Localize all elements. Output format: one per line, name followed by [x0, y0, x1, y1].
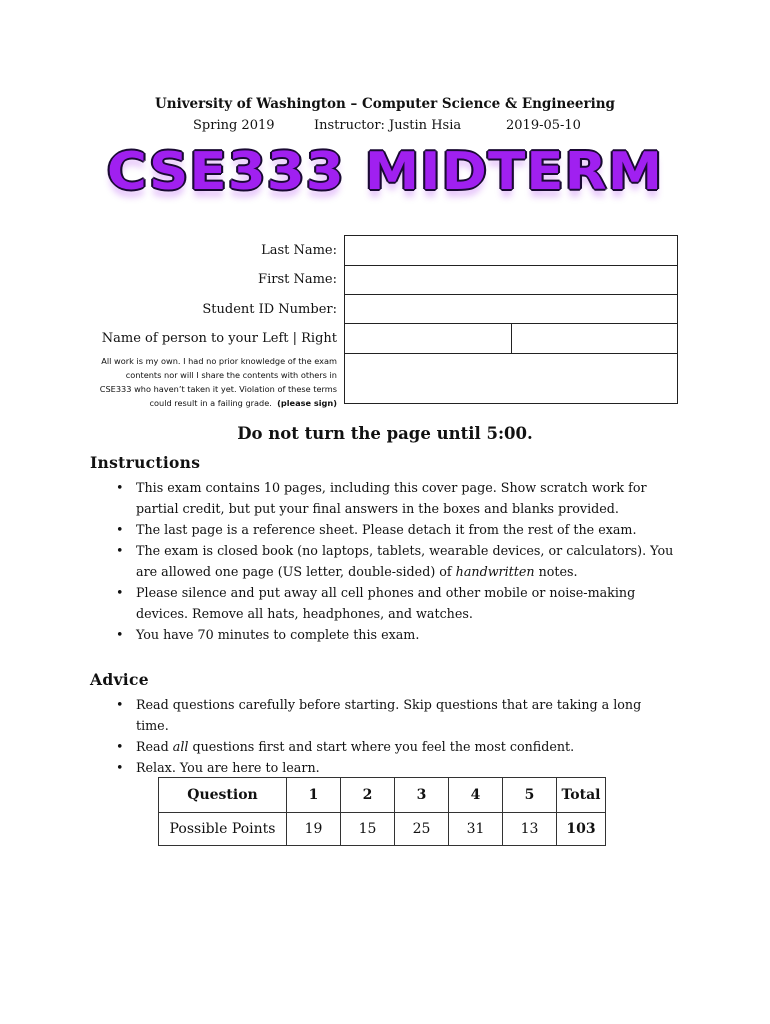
student-id-label: Student ID Number: [202, 301, 337, 317]
item-text: questions first and start where you feel the most confident. [188, 739, 575, 754]
advice-heading: Advice [90, 670, 149, 689]
do-not-turn-notice: Do not turn the page until 5:00. [237, 424, 533, 443]
points-cell: 15 [341, 813, 395, 846]
pledge-line: contents nor will I share the contents with others in [125, 370, 337, 380]
exam-title: CSE333 MIDTERM [106, 142, 664, 202]
instructor: Instructor: Justin Hsia [314, 118, 462, 133]
question-number: 1 [287, 778, 341, 813]
term: Spring 2019 [193, 118, 275, 133]
list-item [116, 540, 676, 582]
question-number: 3 [395, 778, 449, 813]
question-header: Question [159, 778, 287, 813]
question-number: 5 [503, 778, 557, 813]
pledge-line-text: could result in a failing grade. [149, 398, 272, 408]
first-name-field[interactable] [345, 266, 677, 295]
question-number: 4 [449, 778, 503, 813]
neighbors-label: Name of person to your Left | Right [101, 331, 337, 347]
total-points-cell: 103 [557, 813, 606, 846]
student-id-field[interactable] [345, 295, 677, 324]
pledge-line: All work is my own. I had no prior knowledge of the exam [101, 356, 337, 366]
please-sign-label: (please sign) [277, 398, 337, 408]
list-item: • Please silence and put away all cell phones and other mobile or noise-making devices. Remove all hats, headphones, and watches. [116, 582, 676, 624]
last-name-field[interactable] [345, 236, 677, 266]
total-header: Total [557, 778, 606, 813]
list-item: • Relax. You are here to learn. [116, 757, 676, 778]
points-cell: 19 [287, 813, 341, 846]
list-item: • The last page is a reference sheet. Please detach it from the rest of the exam. [116, 519, 676, 540]
item-emphasis: handwritten [455, 564, 535, 579]
university-header: University of Washington – Computer Science & Engineering [154, 96, 615, 112]
list-item: • Read questions carefully before starting. Skip questions that are taking a long time. [116, 694, 676, 736]
pledge-line: CSE333 who haven’t taken it yet. Violation of these terms [99, 384, 337, 394]
last-name-label: Last Name: [261, 243, 337, 258]
table-row [159, 813, 606, 846]
advice-list [116, 694, 676, 778]
item-text: The exam is closed book (no laptops, tablets, wearable devices, or calculators). You are allowed one page (US letter, double-sided) of [136, 543, 674, 579]
right-neighbor-field[interactable] [512, 324, 677, 353]
possible-points-header: Possible Points [159, 813, 287, 846]
form-labels [102, 236, 337, 354]
list-item [116, 736, 676, 757]
points-cell: 13 [503, 813, 557, 846]
instructions-list [116, 477, 676, 645]
item-emphasis: all [172, 739, 189, 754]
points-cell: 25 [395, 813, 449, 846]
item-text: notes. [534, 564, 578, 579]
points-cell: 31 [449, 813, 503, 846]
item-text: Read [136, 739, 173, 754]
honor-pledge [87, 354, 337, 410]
exam-date: 2019-05-10 [506, 118, 581, 133]
first-name-label: First Name: [258, 272, 337, 288]
points-table [158, 777, 606, 846]
question-number: 2 [341, 778, 395, 813]
neighbors-row [345, 324, 677, 354]
list-item: • This exam contains 10 pages, including this cover page. Show scratch work for partial credit, but put your final answers in the boxes and blanks provided. [116, 477, 676, 519]
signature-field[interactable] [345, 354, 677, 403]
student-info-form [344, 235, 678, 404]
instructions-heading: Instructions [90, 453, 201, 472]
table-row [159, 778, 606, 813]
pledge-line [87, 396, 337, 410]
left-neighbor-field[interactable] [345, 324, 511, 353]
list-item: • You have 70 minutes to complete this exam. [116, 624, 676, 645]
